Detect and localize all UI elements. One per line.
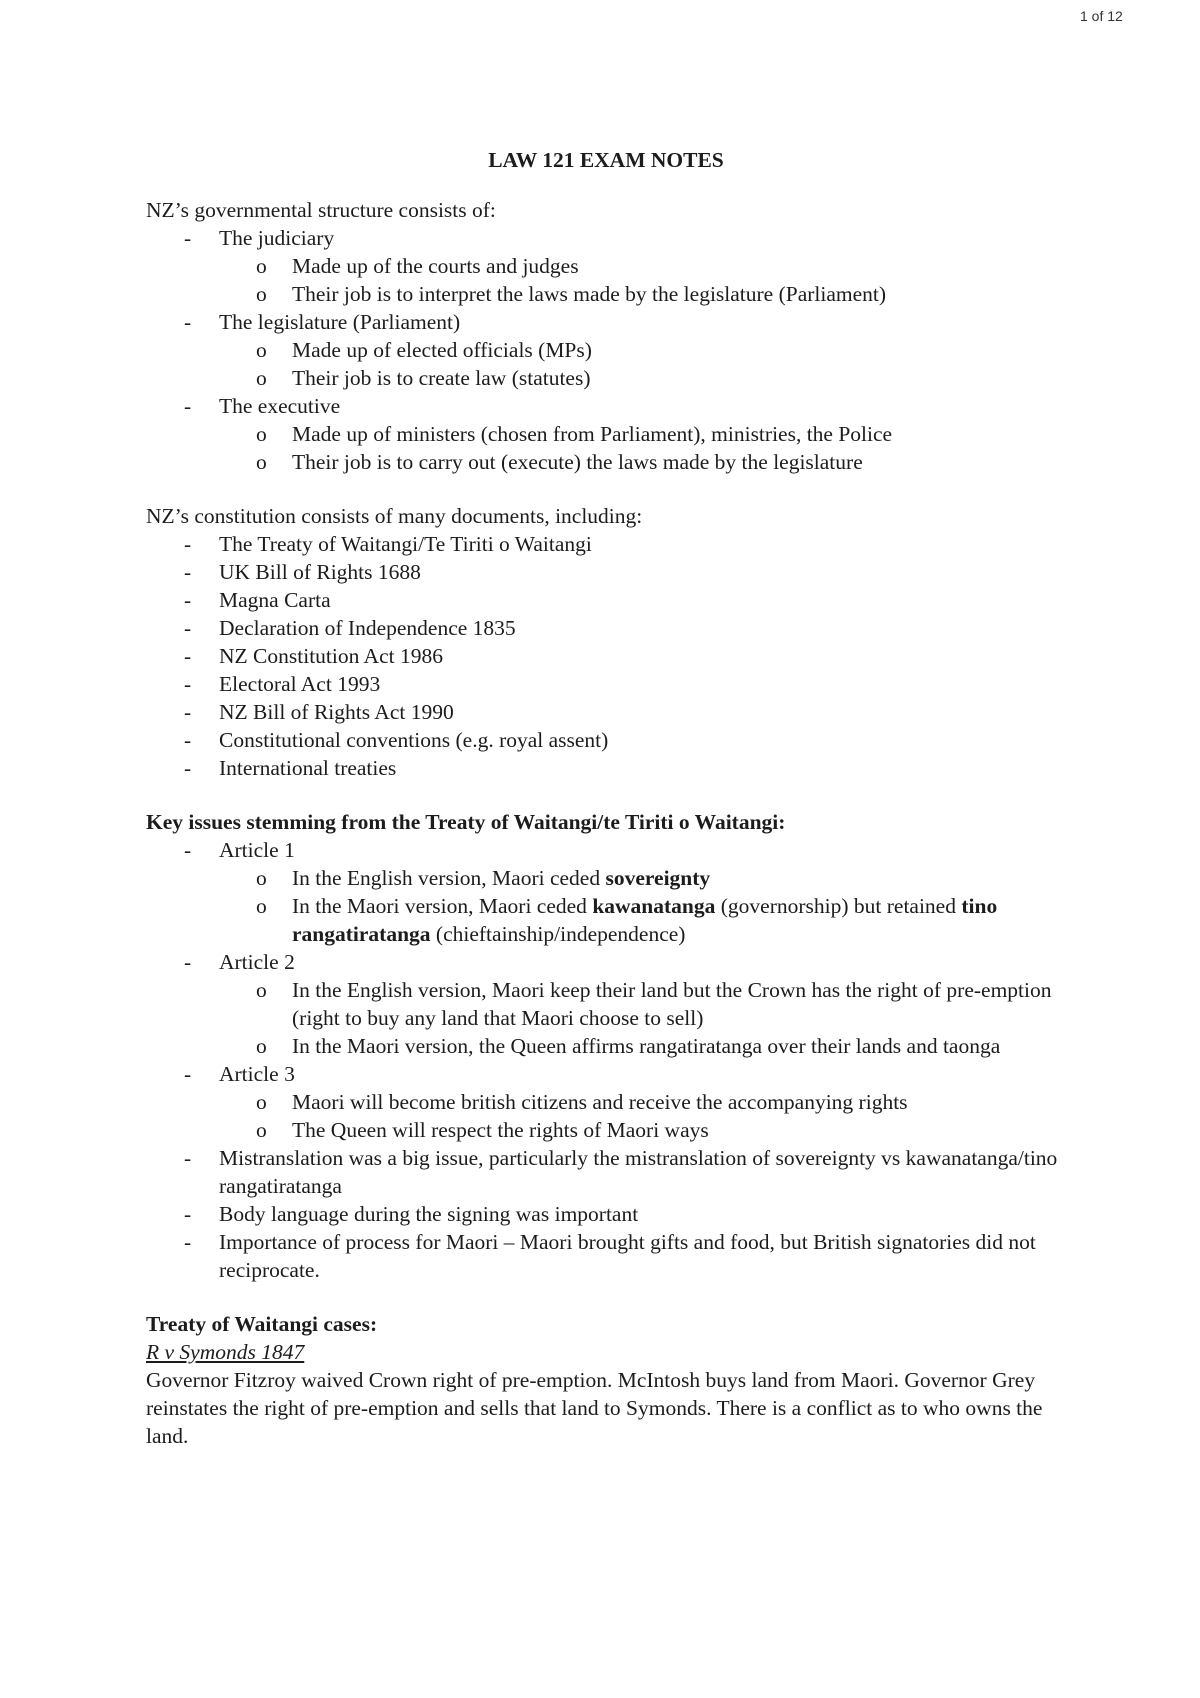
list-item-text: NZ Constitution Act 1986 [219,644,443,668]
dash-bullet: - [184,560,192,584]
treaty-cases-heading: Treaty of Waitangi cases: [146,1312,378,1336]
sub-list-item [146,1116,1066,1144]
list-item-text: Mistranslation was a big issue, particularly the mistranslation of sovereignty vs kawanatanga/tino rangatiratanga [219,1146,1058,1198]
list-item [146,1060,1066,1144]
dash-bullet: - [184,394,192,418]
list-item [146,698,1066,726]
circle-bullet: o [256,1034,267,1058]
list-item-text: Electoral Act 1993 [219,672,381,696]
sub-list-item [146,252,1066,280]
dash-bullet: - [184,1062,192,1086]
sub-item-text: (chieftainship/independence) [430,922,686,946]
dash-bullet: - [184,672,192,696]
list-item-label: Article 2 [219,950,295,974]
list-item [146,1200,1066,1228]
dash-bullet: - [184,1202,192,1226]
sub-item-text: The Queen will respect the rights of Maori ways [292,1118,709,1142]
dash-bullet: - [184,1230,192,1254]
treaty-issues-list [146,836,1066,1284]
list-item [146,558,1066,586]
constitution-section [146,502,1066,782]
sub-item-text: Their job is to create law (statutes) [292,366,591,390]
sub-item-text: In the Maori version, Maori ceded [292,894,593,918]
sub-list-item [146,864,1066,892]
list-item [146,836,1066,948]
government-structure-section [146,196,1066,476]
sub-item-text: Made up of the courts and judges [292,254,579,278]
list-item [146,948,1066,1060]
case-summary: Governor Fitzroy waived Crown right of pre-emption. McIntosh buys land from Maori. Governor Grey reinstates the right of pre-emption and sells that land to Symonds. There is a conflict as to who owns the land. [146,1368,1043,1448]
list-item-text: Declaration of Independence 1835 [219,616,516,640]
list-item-text: Body language during the signing was important [219,1202,639,1226]
bold-term: tino rangatiratanga [292,894,998,946]
bold-term: sovereignty [605,866,711,890]
dash-bullet: - [184,700,192,724]
sub-item-text: In the Maori version, the Queen affirms rangatiratanga over their lands and taonga [292,1034,1001,1058]
document-body [146,146,1066,1476]
sub-list-item [146,1032,1066,1060]
dash-bullet: - [184,644,192,668]
list-item [146,392,1066,476]
list-item-text: UK Bill of Rights 1688 [219,560,421,584]
list-item [146,308,1066,392]
list-item-text: NZ Bill of Rights Act 1990 [219,700,454,724]
list-item-text: Importance of process for Maori – Maori brought gifts and food, but British signatories did not reciprocate. [219,1230,1036,1282]
sub-item-text: In the English version, Maori keep their land but the Crown has the right of pre-emption (right to buy any land that Maori choose to sell) [292,978,1052,1030]
list-item-text: The Treaty of Waitangi/Te Tiriti o Waitangi [219,532,592,556]
list-item [146,670,1066,698]
government-list [146,224,1066,476]
dash-bullet: - [184,310,192,334]
list-item [146,1144,1066,1200]
sub-item-text: Their job is to carry out (execute) the laws made by the legislature [292,450,863,474]
list-item [146,726,1066,754]
circle-bullet: o [256,1090,267,1114]
constitution-list [146,530,1066,782]
list-item [146,586,1066,614]
dash-bullet: - [184,1146,192,1170]
dash-bullet: - [184,728,192,752]
dash-bullet: - [184,226,192,250]
list-item [146,754,1066,782]
bold-term: kawanatanga [592,894,716,918]
dash-bullet: - [184,616,192,640]
list-item-label: The executive [219,394,341,418]
sub-list-item [146,448,1066,476]
sub-list-item [146,976,1066,1032]
circle-bullet: o [256,450,267,474]
dash-bullet: - [184,588,192,612]
sub-list-item [146,420,1066,448]
dash-bullet: - [184,838,192,862]
sub-item-text: Made up of elected officials (MPs) [292,338,592,362]
list-item-label: Article 3 [219,1062,295,1086]
sub-item-text: Maori will become british citizens and receive the accompanying rights [292,1090,908,1114]
page-number: 1 of 12 [1080,8,1123,24]
sub-item-text: (governorship) but retained [715,894,962,918]
list-item-text: Constitutional conventions (e.g. royal assent) [219,728,609,752]
government-intro: NZ’s governmental structure consists of: [146,198,496,222]
list-item [146,1228,1066,1284]
circle-bullet: o [256,366,267,390]
sub-item-text: Their job is to interpret the laws made by the legislature (Parliament) [292,282,887,306]
dash-bullet: - [184,532,192,556]
list-item [146,530,1066,558]
circle-bullet: o [256,978,267,1002]
circle-bullet: o [256,338,267,362]
circle-bullet: o [256,894,267,918]
sub-list-item [146,364,1066,392]
circle-bullet: o [256,866,267,890]
sub-item-text: Made up of ministers (chosen from Parliament), ministries, the Police [292,422,893,446]
circle-bullet: o [256,282,267,306]
document-title: LAW 121 EXAM NOTES [488,148,724,172]
circle-bullet: o [256,1118,267,1142]
list-item-text: Magna Carta [219,588,331,612]
case-name: R v Symonds 1847 [146,1340,305,1364]
dash-bullet: - [184,950,192,974]
list-item-label: The legislature (Parliament) [219,310,461,334]
list-item-label: The judiciary [219,226,335,250]
list-item [146,642,1066,670]
list-item [146,224,1066,308]
treaty-issues-section [146,808,1066,1284]
sub-item-text: In the English version, Maori ceded [292,866,606,890]
treaty-cases-section [146,1310,1066,1450]
sub-list-item [146,892,1066,948]
list-item-label: Article 1 [219,838,295,862]
circle-bullet: o [256,422,267,446]
list-item-text: International treaties [219,756,397,780]
treaty-issues-heading: Key issues stemming from the Treaty of Waitangi/te Tiriti o Waitangi: [146,810,786,834]
list-item [146,614,1066,642]
constitution-intro: NZ’s constitution consists of many documents, including: [146,504,643,528]
sub-list-item [146,336,1066,364]
sub-list-item [146,280,1066,308]
sub-list-item [146,1088,1066,1116]
circle-bullet: o [256,254,267,278]
dash-bullet: - [184,756,192,780]
